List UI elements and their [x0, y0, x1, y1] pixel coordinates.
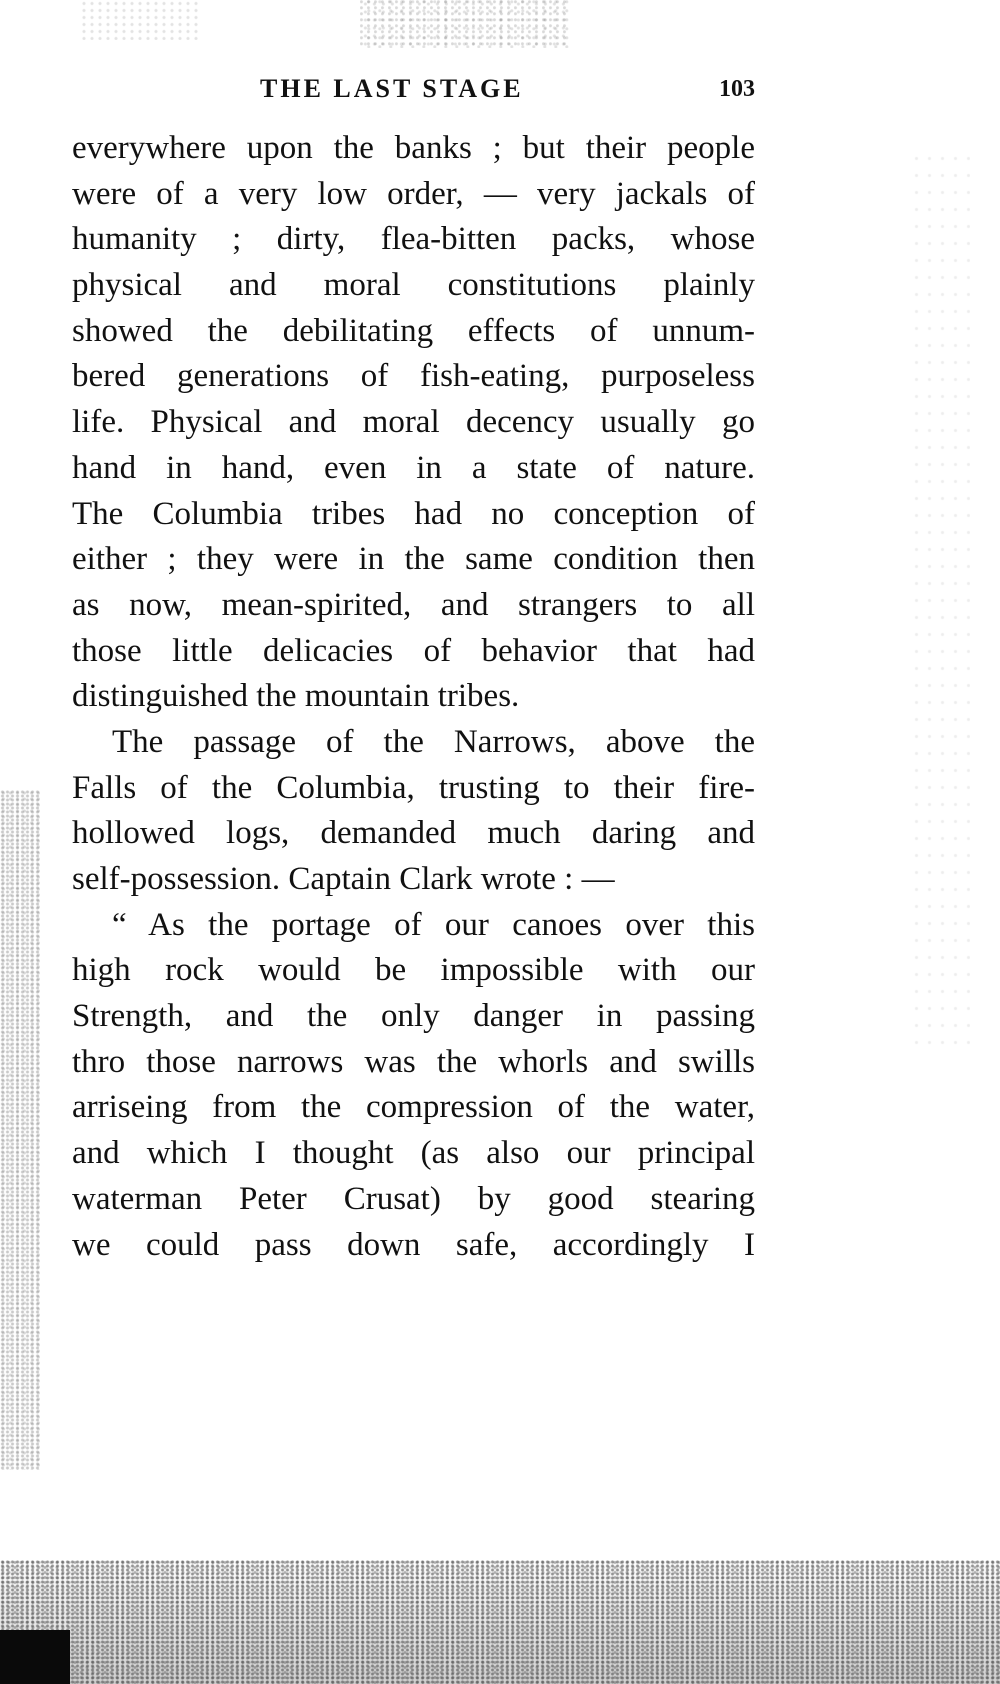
text-line: humanity ; dirty, flea-bitten packs, whose [72, 221, 755, 258]
text-line: showed the debilitating effects of unnum- [72, 312, 755, 349]
scan-noise-top [360, 0, 570, 48]
text-line: physical and moral constitutions plainly [72, 267, 755, 304]
body-text [72, 126, 755, 1268]
text-line: distinguished the mountain tribes. [72, 678, 520, 715]
text-line: thro those narrows was the whorls and swills [72, 1043, 755, 1080]
text-line: and which I thought (as also our principal [72, 1135, 755, 1172]
scan-dark-corner [0, 1630, 70, 1684]
text-line: were of a very low order, — very jackals of [72, 175, 755, 212]
scan-noise-left-edge [0, 790, 40, 1470]
text-line: high rock would be impossible with our [72, 952, 755, 989]
page-number: 103 [719, 76, 755, 102]
text-line: everywhere upon the banks ; but their people [72, 130, 755, 166]
text-line: we could pass down safe, accordingly I [72, 1226, 755, 1263]
text-line: Strength, and the only danger in passing [72, 998, 755, 1035]
scan-noise-top-left [80, 0, 200, 40]
text-line: Falls of the Columbia, trusting to their fire- [72, 769, 755, 806]
scan-noise-right-edge [910, 150, 970, 1050]
text-line: life. Physical and moral decency usually go [72, 404, 755, 441]
text-line: “ As the portage of our canoes over this [112, 906, 755, 943]
text-line: arriseing from the compression of the water, [72, 1089, 755, 1126]
running-head [72, 74, 755, 108]
text-line: self-possession. Captain Clark wrote : — [72, 861, 615, 897]
scan-noise-bottom [0, 1560, 1000, 1684]
text-line: as now, mean-spirited, and strangers to all [72, 586, 755, 623]
text-line: waterman Peter Crusat) by good stearing [72, 1180, 755, 1217]
text-line: hollowed logs, demanded much daring and [72, 815, 755, 852]
text-line: those little delicacies of behavior that had [72, 632, 755, 669]
text-line: bered generations of fish-eating, purposeless [72, 358, 755, 395]
text-line: hand in hand, even in a state of nature. [72, 449, 755, 486]
running-title: THE LAST STAGE [260, 74, 524, 103]
text-line: The passage of the Narrows, above the [112, 723, 755, 760]
text-line: either ; they were in the same condition then [72, 541, 755, 578]
text-line: The Columbia tribes had no conception of [72, 495, 755, 532]
